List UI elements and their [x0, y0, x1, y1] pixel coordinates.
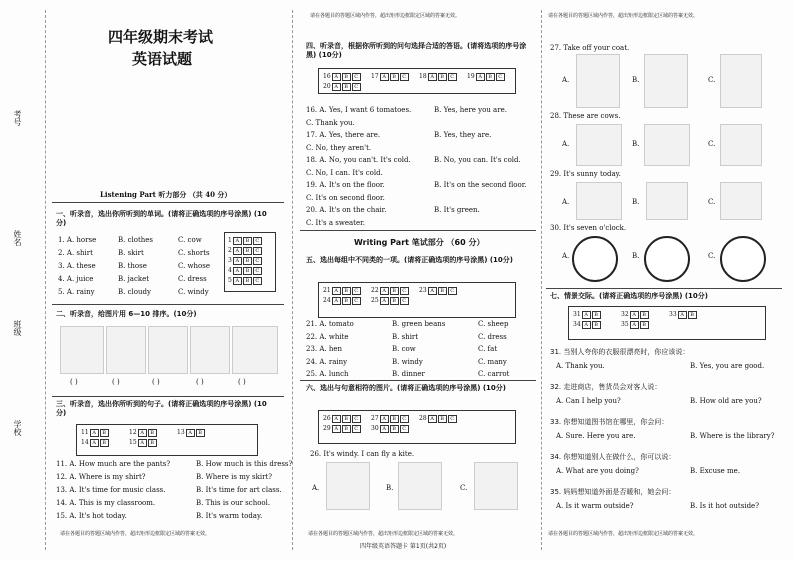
column-divider	[541, 10, 542, 550]
option-a-label: A.	[562, 140, 570, 148]
answer-bubble-group[interactable]: 2 A B C	[228, 246, 262, 255]
question-row: 18. A. No, you can't. It's cold.	[306, 156, 411, 164]
question-row: C. shorts	[178, 249, 210, 257]
answer-bubble-group[interactable]: 25 A B C	[371, 296, 409, 305]
notice-left: 请在各题目的答题区域内作答，超出矩形边框限定区域的答案无效。	[60, 531, 211, 537]
boy-sweeping-picture	[720, 54, 762, 108]
question-row: B. clothes	[118, 236, 154, 244]
dialog-question: 32. 走进商店，售货员会对客人说：	[550, 383, 662, 391]
question-row: C. No, they aren't.	[306, 143, 372, 152]
question-row: B. those	[118, 262, 147, 270]
answer-bubble-group[interactable]: 28 A B C	[419, 414, 457, 423]
writing-part-title: Writing Part 笔试部分 （60 分）	[354, 238, 485, 247]
notice-right-top: 请在各题目的答题区域内作答，超出矩形边框限定区域的答案无效。	[548, 13, 699, 19]
question-row: B. This is our school.	[196, 499, 271, 507]
dialog-option-a: A. Is it warm outside?	[556, 502, 634, 510]
question-row: 21. A. tomato	[306, 320, 354, 328]
cap-picture	[232, 326, 278, 374]
dialog-option-b: B. Is it hot outside?	[690, 502, 759, 510]
option-a-label: A.	[312, 484, 320, 492]
question-row: C. No, I can. It's cold.	[306, 168, 383, 177]
option-a-label: A.	[562, 76, 570, 84]
binding-line	[45, 10, 46, 550]
question-row: B. Yes, they are.	[434, 131, 492, 139]
question-row: B. windy	[392, 357, 423, 366]
dialog-question: 34. 你想知道别人在做什么，你可以说：	[550, 453, 676, 461]
question-30: 30. It's seven o'clock.	[550, 224, 627, 232]
question-29: 29. It's sunny today.	[550, 170, 621, 178]
answer-bubble-group[interactable]: 1 A B C	[228, 236, 262, 245]
listening-part-title: Listening Part 听力部分 （共 40 分）	[100, 190, 232, 199]
answer-bubble-group[interactable]: 11 A B	[81, 428, 109, 437]
section-divider	[52, 396, 284, 397]
clock-b-icon	[644, 236, 690, 282]
dialog-option-a: A. Can I help you?	[556, 397, 621, 405]
umbrella-picture	[60, 326, 104, 374]
answer-bubbles-26-30	[318, 410, 516, 444]
question-row: C. It's on second floor.	[306, 193, 385, 202]
answer-bubble-group[interactable]: 13 A B	[177, 428, 205, 437]
answer-bubble-group[interactable]: 24 A B C	[323, 296, 361, 305]
page-footer: 四年级英语答题卡 第1页(共2页)	[360, 543, 447, 550]
question-27: 27. Take off your coat.	[550, 44, 630, 52]
option-c-label: C.	[708, 76, 716, 84]
question-row: B. It's green.	[434, 206, 480, 214]
answer-bubble-group[interactable]: 17 A B C	[371, 72, 409, 81]
boy-basketball-picture	[474, 462, 518, 510]
answer-bubble-group[interactable]: 30 A B C	[371, 424, 409, 433]
option-b-label: B.	[386, 484, 394, 492]
answer-bubble-group[interactable]: 31 A B	[573, 310, 601, 319]
question-row: B. jacket	[118, 275, 150, 283]
option-c-label: C.	[708, 252, 716, 260]
section6-title: 六、选出与句意相符的图片。(请将正确选项的序号涂黑) (10分)	[306, 384, 506, 392]
option-b-label: B.	[632, 140, 640, 148]
label-banji: 班级	[13, 320, 22, 336]
answer-bubble-group[interactable]: 32 A B	[621, 310, 649, 319]
answer-bracket: ( )	[70, 378, 78, 386]
question-row: 5. A. rainy	[58, 288, 95, 296]
closed-umbrella-picture	[190, 326, 230, 374]
dialog-option-b: B. Yes, you are good.	[690, 362, 765, 370]
answer-bubbles-16-20	[318, 68, 516, 94]
section4-title: 四、听录音，根据你所听到的问句选择合适的答语。(请将选项的序号涂黑) (10分)	[306, 42, 527, 59]
question-row: B. It's time for art class.	[196, 486, 282, 494]
option-b-label: B.	[632, 198, 640, 206]
option-a-label: A.	[562, 198, 570, 206]
question-row: 19. A. It's on the floor.	[306, 181, 385, 189]
column-divider	[292, 10, 293, 550]
dialog-question: 33. 你想知道图书馆在哪里，你会问：	[550, 418, 669, 426]
rain-cloud-picture	[576, 182, 622, 220]
question-row: 2. A. shirt	[58, 249, 93, 257]
answer-bubble-group[interactable]: 21 A B C	[323, 286, 361, 295]
answer-bubble-group[interactable]: 27 A B C	[371, 414, 409, 423]
option-c-label: C.	[708, 140, 716, 148]
question-row: B. It's on the second floor.	[434, 181, 527, 189]
exam-subtitle: 英语试题	[132, 50, 193, 68]
question-row: B. Where is my skirt?	[196, 473, 273, 481]
question-row: B. cloudy	[118, 288, 151, 296]
question-row: 13. A. It's time for music class.	[56, 486, 166, 494]
label-kaohao: 考号	[13, 110, 22, 126]
question-row: B. cow	[392, 345, 416, 353]
answer-bracket: ( )	[196, 378, 204, 386]
girl-sitting-picture	[576, 54, 620, 108]
dialog-question: 35. 妈妈想知道外面是否暖和，她会问：	[550, 488, 676, 496]
section-divider	[546, 288, 782, 289]
answer-bracket: ( )	[152, 378, 160, 386]
sun-picture	[646, 182, 688, 220]
answer-bubble-group[interactable]: 35 A B	[621, 320, 649, 329]
question-row: B. skirt	[118, 249, 144, 257]
question-row: C. dress	[478, 332, 507, 341]
answer-bracket: ( )	[112, 378, 120, 386]
boy-soccer-picture	[326, 462, 370, 510]
dialog-option-b: B. How old are you?	[690, 397, 762, 405]
section2-title: 二、听录音，给图片用 6—10 排序。(10分)	[56, 310, 197, 318]
answer-bubble-group[interactable]: 26 A B C	[323, 414, 361, 423]
question-28: 28. These are cows.	[550, 112, 621, 120]
question-row: 23. A. hen	[306, 345, 343, 353]
question-row: C. carrot	[478, 370, 510, 378]
answer-bubbles-31-35	[568, 306, 766, 340]
question-row: B. No, you can. It's cold.	[434, 156, 521, 164]
notice-middle-top: 请在各题目的答题区域内作答，超出矩形边框限定区域的答案无效。	[310, 13, 461, 19]
answer-bubble-group[interactable]: 14 A B	[81, 438, 109, 447]
question-row: 3. A. these	[58, 262, 96, 270]
question-row: C. It's a sweater.	[306, 218, 365, 227]
option-a-label: A.	[562, 252, 570, 260]
question-row: 11. A. How much are the pants?	[56, 460, 171, 468]
horse-picture	[720, 124, 762, 166]
notice-middle-bottom: 请在各题目的答题区域内作答，超出矩形边框限定区域的答案无效。	[308, 531, 459, 537]
option-c-label: C.	[460, 484, 468, 492]
question-row: 24. A. rainy	[306, 357, 348, 366]
section-divider	[52, 202, 284, 203]
answer-bubble-group[interactable]: 23 A B C	[419, 286, 457, 295]
answer-bubbles-21-25	[318, 282, 516, 318]
sheep-picture	[576, 124, 622, 166]
answer-bubble-group[interactable]: 18 A B C	[419, 72, 457, 81]
answer-bubble-group[interactable]: 22 A B C	[371, 286, 409, 295]
answer-bubbles-11-15	[76, 424, 258, 456]
hen-picture	[106, 326, 146, 374]
section1-title: 一、听录音，选出你所听到的单词。(请将正确选项的序号涂黑) (10分)	[56, 210, 267, 227]
question-row: C. whose	[178, 262, 211, 270]
answer-bubble-group[interactable]: 16 A B C	[323, 72, 361, 81]
notice-right-bottom: 请在各题目的答题区域内作答，超出矩形边框限定区域的答案无效。	[548, 531, 699, 537]
question-row: 20. A. It's on the chair.	[306, 206, 387, 214]
question-row: B. green beans	[392, 320, 446, 328]
answer-bubble-group[interactable]: 15 A B	[129, 438, 157, 447]
section-divider	[300, 230, 536, 231]
answer-bracket: ( )	[238, 378, 246, 386]
question-row: B. How much is this dress?	[196, 460, 293, 468]
question-row: C. fat	[478, 345, 498, 353]
question-row: C. many	[478, 357, 507, 366]
section5-title: 五、选出每组中不同类的一项。(请将正确选项的序号涂黑) (10分)	[306, 256, 513, 264]
boy-kite-picture	[398, 462, 442, 510]
answer-bubble-group[interactable]: 20 A B C	[323, 82, 361, 91]
option-b-label: B.	[632, 76, 640, 84]
question-row: 22. A. white	[306, 332, 349, 341]
answer-bubble-group[interactable]: 12 A B	[129, 428, 157, 437]
question-row: B. Yes, here you are.	[434, 106, 507, 114]
dialog-option-b: B. Excuse me.	[690, 467, 741, 475]
question-row: C. dress	[178, 275, 207, 283]
answer-bubble-group[interactable]: 3 A B C	[228, 256, 262, 265]
question-row: 1. A. horse	[58, 236, 97, 244]
question-row: B. shirt	[392, 332, 419, 341]
answer-bubble-group[interactable]: 34 A B	[573, 320, 601, 329]
question-row: 14. A. This is my classroom.	[56, 499, 156, 507]
question-row: 17. A. Yes, there are.	[306, 131, 381, 139]
answer-bubble-group[interactable]: 4 A B C	[228, 266, 262, 275]
answer-bubble-group[interactable]: 33 A B	[669, 310, 697, 319]
section3-title: 三、听录音，选出你所听到的句子。(请将正确选项的序号涂黑) (10分)	[56, 400, 267, 417]
storm-cloud-picture	[720, 182, 762, 220]
question-row: 25. A. lunch	[306, 370, 349, 378]
question-row: B. dinner	[392, 370, 425, 378]
question-row: C. cow	[178, 236, 202, 244]
dress-picture	[148, 326, 188, 374]
dialog-option-a: A. What are you doing?	[556, 467, 639, 475]
dialog-option-a: A. Thank you.	[556, 362, 605, 370]
girl-coat-picture	[644, 54, 688, 108]
label-xingming: 姓名	[13, 230, 22, 246]
exam-title: 四年级期末考试	[108, 28, 214, 46]
question-row: C. windy	[178, 288, 209, 296]
question-row: 4. A. juice	[58, 275, 94, 283]
section-divider	[52, 304, 284, 305]
question-row: 12. A. Where is my shirt?	[56, 473, 146, 481]
answer-bubbles-1-5	[224, 232, 276, 292]
dialog-option-a: A. Sure. Here you are.	[556, 432, 636, 440]
question-row: C. Thank you.	[306, 118, 355, 127]
cows-picture	[644, 124, 690, 166]
question-26: 26. It's windy. I can fly a kite.	[310, 450, 415, 458]
dialog-option-b: B. Where is the library?	[690, 432, 775, 440]
answer-bubble-group[interactable]: 29 A B C	[323, 424, 361, 433]
question-row: 16. A. Yes, I want 6 tomatoes.	[306, 106, 412, 114]
label-xuexiao: 学校	[13, 420, 22, 436]
dialog-question: 31. 当别人夸你的衣服很漂亮时，你应该说：	[550, 348, 690, 356]
clock-a-icon	[572, 236, 618, 282]
option-b-label: B.	[632, 252, 640, 260]
question-row: C. sheep	[478, 320, 509, 328]
answer-bubble-group[interactable]: 19 A B C	[467, 72, 505, 81]
section7-title: 七、情景交际。(请将正确选项的序号涂黑) (10分)	[550, 292, 708, 300]
section-divider	[300, 380, 536, 381]
answer-bubble-group[interactable]: 5 A B C	[228, 276, 262, 285]
question-row: B. It's warm today.	[196, 512, 263, 520]
clock-c-icon	[720, 236, 766, 282]
question-row: 15. A. It's hot today.	[56, 512, 127, 520]
option-c-label: C.	[708, 198, 716, 206]
